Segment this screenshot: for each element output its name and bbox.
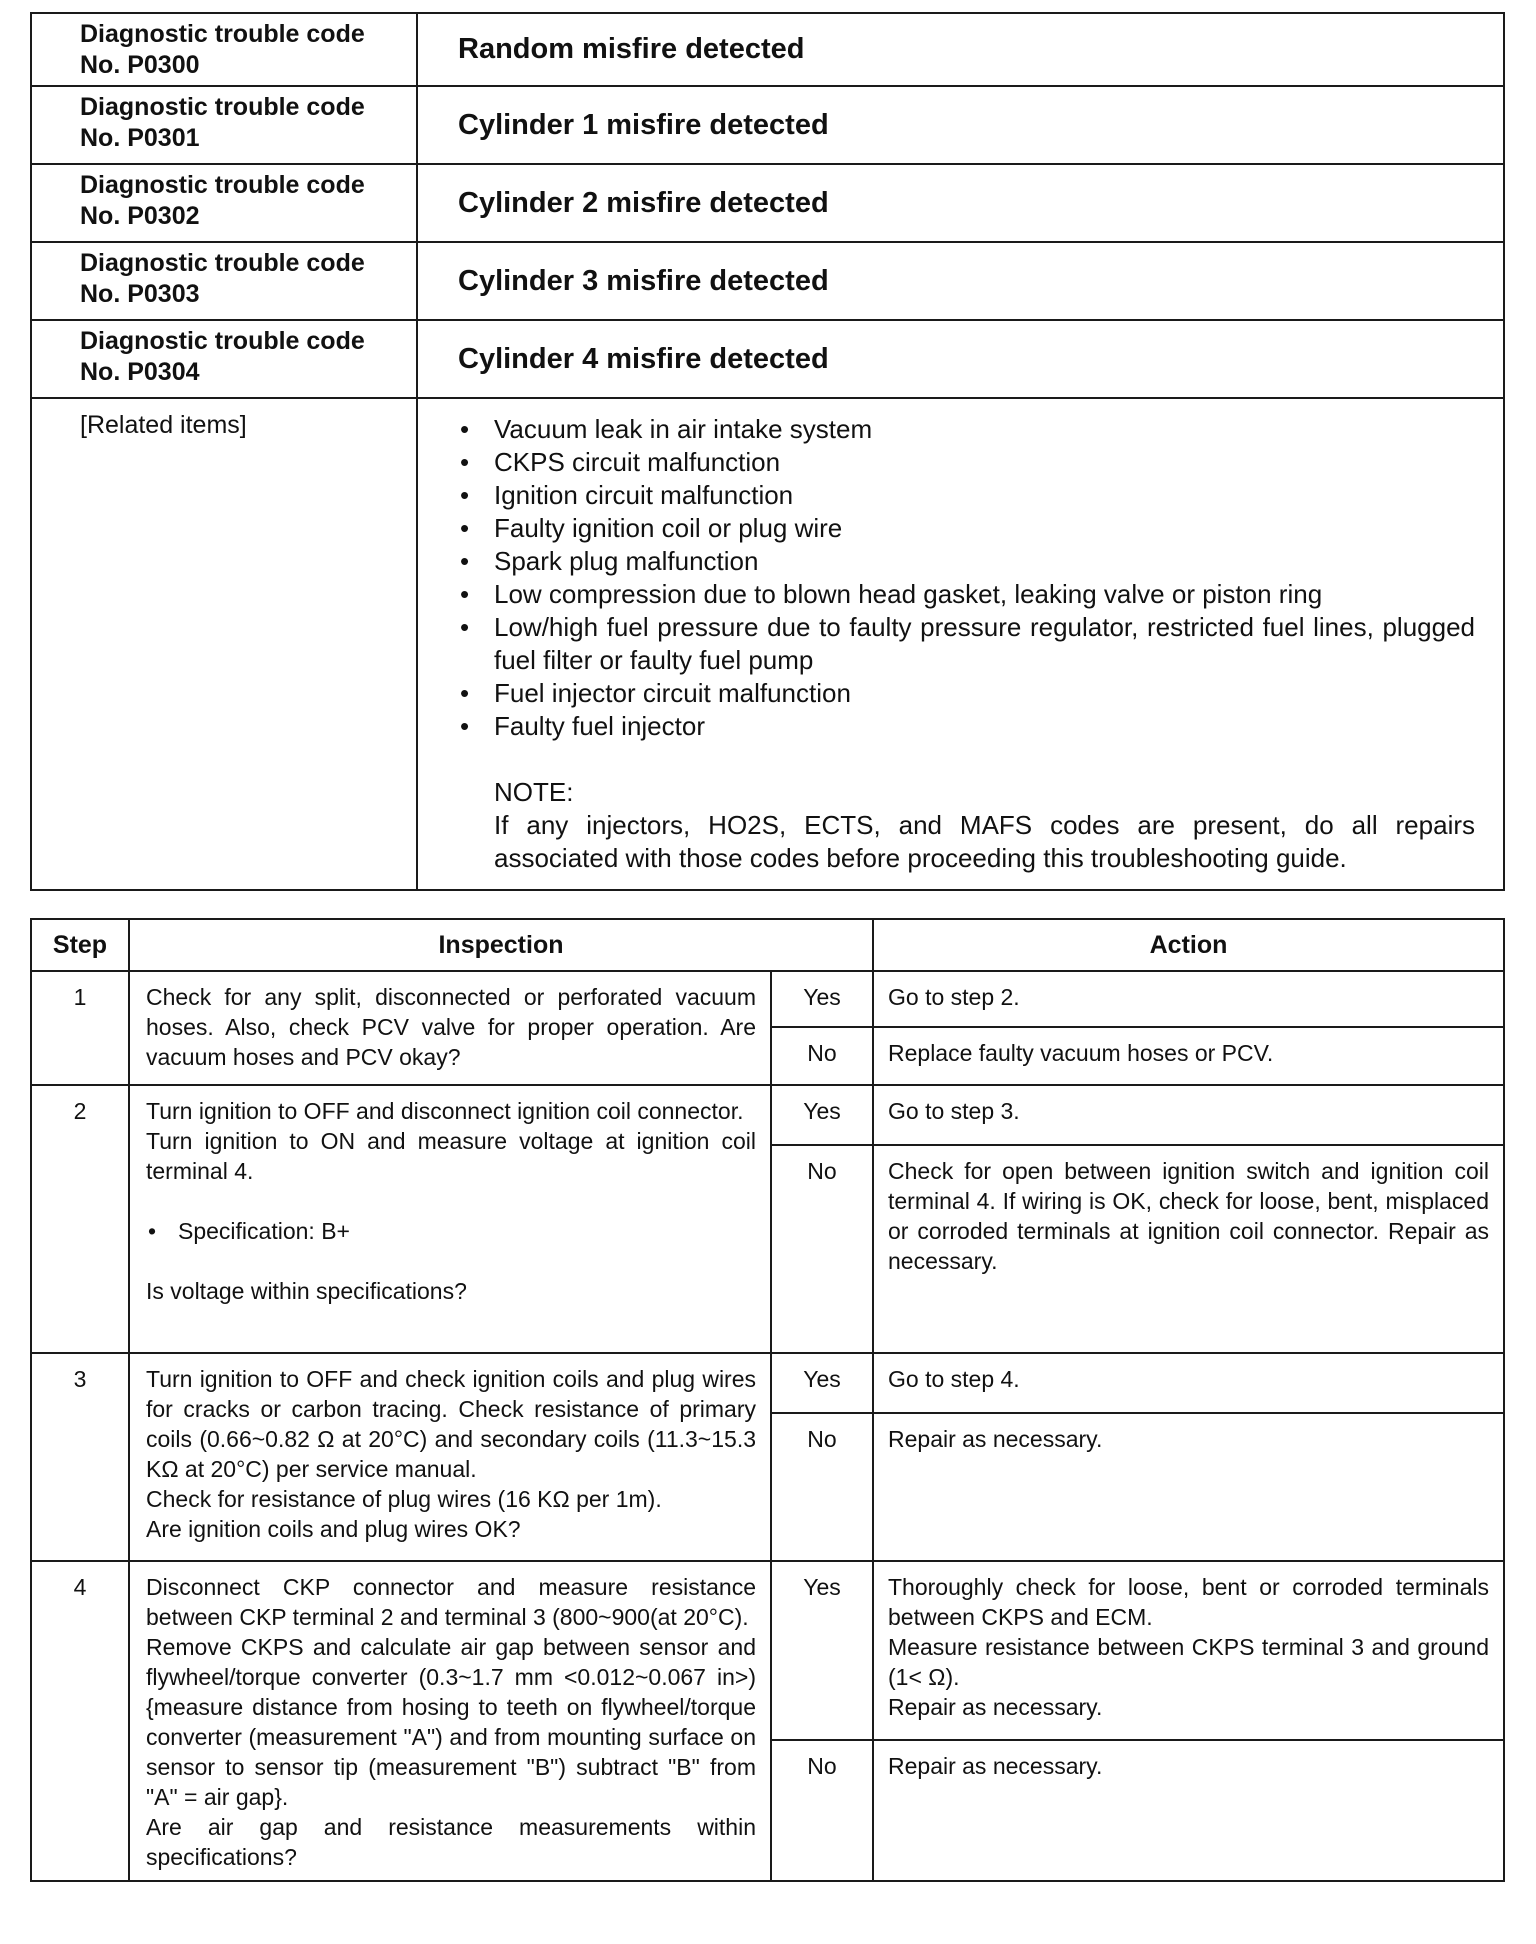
dtc-code-cell — [31, 320, 417, 398]
dtc-code-number: No. P0301 — [80, 124, 200, 152]
inspection-column-header: Inspection — [129, 919, 873, 971]
dtc-code-number: No. P0303 — [80, 280, 200, 308]
step-number: 1 — [31, 971, 129, 1085]
dtc-code-label: Diagnostic trouble code — [80, 327, 365, 355]
step-row — [31, 971, 1504, 1027]
dtc-table — [30, 12, 1505, 891]
dtc-description: Random misfire detected — [417, 13, 1504, 86]
no-action: Repair as necessary. — [873, 1740, 1504, 1881]
related-items-row — [31, 398, 1504, 890]
step-inspection — [129, 1561, 771, 1881]
no-label: No — [771, 1740, 873, 1881]
inspection-text: Turn ignition to OFF and check ignition coils and plug wires for cracks or carbon tracing. Check resistance of primary coils (0.66~0.82 Ω at 20°C) and secondary coils (11.3~15.3 KΩ at 20°C) per service manual. — [146, 1366, 756, 1482]
inspection-text: Check for resistance of plug wires (16 KΩ per 1m). — [146, 1486, 662, 1512]
dtc-code-cell — [31, 164, 417, 242]
related-item: • Fuel injector circuit malfunction — [458, 677, 1475, 710]
related-item: • Ignition circuit malfunction — [458, 479, 1475, 512]
specification: • Specification: B+ — [146, 1216, 756, 1246]
related-item: • Spark plug malfunction — [458, 545, 1475, 578]
dtc-row — [31, 13, 1504, 86]
dtc-code-label: Diagnostic trouble code — [80, 20, 365, 48]
step-row — [31, 1085, 1504, 1145]
related-item: • CKPS circuit malfunction — [458, 446, 1475, 479]
no-action: Repair as necessary. — [873, 1413, 1504, 1561]
note-title: NOTE: — [494, 777, 574, 807]
yes-action — [873, 1561, 1504, 1740]
step-inspection — [129, 1353, 771, 1561]
dtc-description: Cylinder 1 misfire detected — [417, 86, 1504, 164]
inspection-text: Remove CKPS and calculate air gap between sensor and flywheel/torque converter (0.3~1.7 mm <0.012~0.067 in>) {measure distance from hosing to teeth on flywheel/torque converter (measurement "A") and from mounting surface on sensor to sensor tip (measurement "B") subtract "B" from "A" = air gap}. — [146, 1634, 756, 1810]
step-inspection: Check for any split, disconnected or perforated vacuum hoses. Also, check PCV valve for proper operation. Are vacuum hoses and PCV okay? — [129, 971, 771, 1085]
dtc-code-number: No. P0304 — [80, 358, 200, 386]
dtc-description: Cylinder 3 misfire detected — [417, 242, 1504, 320]
no-action: Check for open between ignition switch and ignition coil terminal 4. If wiring is OK, check for loose, bent, misplaced or corroded terminals at ignition coil connector. Repair as necessary. — [873, 1145, 1504, 1353]
yes-action: Go to step 4. — [873, 1353, 1504, 1413]
dtc-description: Cylinder 4 misfire detected — [417, 320, 1504, 398]
inspection-question: Are ignition coils and plug wires OK? — [146, 1516, 521, 1542]
dtc-code-cell — [31, 86, 417, 164]
related-items-cell — [417, 398, 1504, 890]
inspection-text: Turn ignition to OFF and disconnect ignition coil connector. — [146, 1098, 744, 1124]
dtc-code-label: Diagnostic trouble code — [80, 171, 365, 199]
yes-label: Yes — [771, 1561, 873, 1740]
no-action: Replace faulty vacuum hoses or PCV. — [873, 1027, 1504, 1085]
inspection-question: Are air gap and resistance measurements within specifications? — [146, 1814, 756, 1870]
note-text: If any injectors, HO2S, ECTS, and MAFS codes are present, do all repairs associated with those codes before proceeding this troubleshooting guide. — [494, 810, 1475, 873]
dtc-code-number: No. P0302 — [80, 202, 200, 230]
inspection-text: Disconnect CKP connector and measure resistance between CKP terminal 2 and terminal 3 (800~900(at 20°C). — [146, 1574, 756, 1630]
yes-label: Yes — [771, 1085, 873, 1145]
steps-header-row — [31, 919, 1504, 971]
related-item: • Low compression due to blown head gasket, leaking valve or piston ring — [458, 578, 1475, 611]
step-row — [31, 1561, 1504, 1740]
steps-table — [30, 918, 1505, 1882]
yes-label: Yes — [771, 1353, 873, 1413]
related-item: • Faulty ignition coil or plug wire — [458, 512, 1475, 545]
dtc-code-cell — [31, 13, 417, 86]
inspection-question: Is voltage within specifications? — [146, 1278, 467, 1304]
no-label: No — [771, 1027, 873, 1085]
yes-action: Go to step 3. — [873, 1085, 1504, 1145]
step-inspection — [129, 1085, 771, 1353]
no-label: No — [771, 1145, 873, 1353]
step-row — [31, 1353, 1504, 1413]
inspection-text: Turn ignition to ON and measure voltage at ignition coil terminal 4. — [146, 1128, 756, 1184]
related-item: • Faulty fuel injector — [458, 710, 1475, 743]
action-text: Repair as necessary. — [888, 1694, 1103, 1720]
dtc-row — [31, 86, 1504, 164]
dtc-code-cell — [31, 242, 417, 320]
dtc-row — [31, 242, 1504, 320]
dtc-row — [31, 320, 1504, 398]
related-item: • Vacuum leak in air intake system — [458, 413, 1475, 446]
dtc-code-label: Diagnostic trouble code — [80, 249, 365, 277]
step-number: 4 — [31, 1561, 129, 1881]
dtc-code-label: Diagnostic trouble code — [80, 93, 365, 121]
related-items-list — [458, 413, 1475, 743]
step-column-header: Step — [31, 919, 129, 971]
action-text: Thoroughly check for loose, bent or corroded terminals between CKPS and ECM. — [888, 1574, 1489, 1630]
yes-label: Yes — [771, 971, 873, 1027]
action-text: Measure resistance between CKPS terminal 3 and ground (1< Ω). — [888, 1634, 1489, 1690]
related-item: • Low/high fuel pressure due to faulty pressure regulator, restricted fuel lines, plugged fuel filter or faulty fuel pump — [458, 611, 1475, 677]
dtc-code-number: No. P0300 — [80, 51, 200, 79]
related-items-label: [Related items] — [31, 398, 417, 890]
no-label: No — [771, 1413, 873, 1561]
dtc-description: Cylinder 2 misfire detected — [417, 164, 1504, 242]
step-number: 3 — [31, 1353, 129, 1561]
action-column-header: Action — [873, 919, 1504, 971]
yes-action: Go to step 2. — [873, 971, 1504, 1027]
dtc-row — [31, 164, 1504, 242]
step-number: 2 — [31, 1085, 129, 1353]
note-block — [494, 776, 1475, 875]
